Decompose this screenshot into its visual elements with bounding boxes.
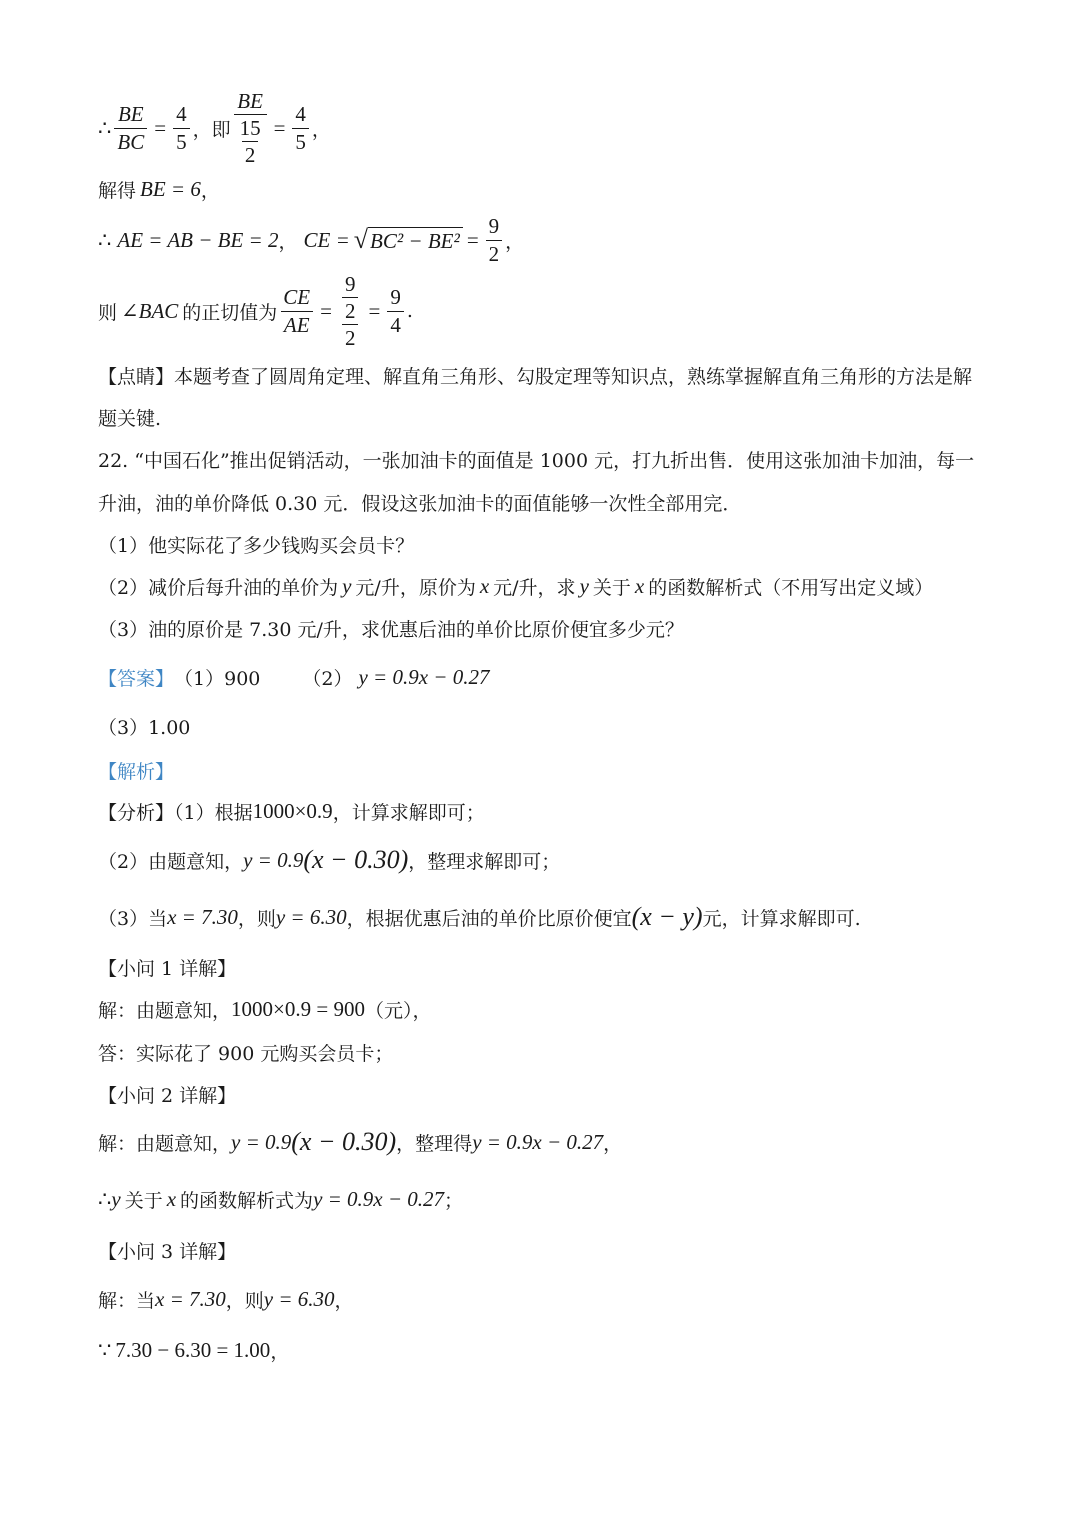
fenxi-line2: （2）由题意知， y = 0.9 (x − 0.30) ，整理求解即可； bbox=[98, 845, 561, 874]
tangent-line: 则 ∠BAC 的正切值为 $\frac{CE}{AE}$ = $\frac{\frac{9}{2}}{2}$ = $\frac{9}{4}$ . bbox=[98, 271, 413, 351]
dianjing-line1: 【点睛】本题考查了圆周角定理、解直角三角形、勾股定理等知识点，熟练掌握解直角三角形的方法是解 bbox=[98, 365, 973, 388]
sub3-heading: 【小问 3 详解】 bbox=[98, 1240, 237, 1263]
be-result-line: 解得 BE = 6 ， bbox=[98, 176, 220, 202]
fraction-be-bc: $\frac{BE}{BC}$ bbox=[114, 102, 147, 153]
fraction-4-5b: $\frac{4}{5}$ bbox=[292, 102, 309, 153]
sub2-line1: 解：由题意知， y = 0.9 (x − 0.30) ，整理得 y = 0.9x − 0.27 ， bbox=[98, 1127, 623, 1156]
fenxi-line1: 【分析】（1）根据 1000×0.9 ，计算求解即可； bbox=[98, 798, 485, 824]
answer-tag: 【答案】 bbox=[98, 667, 175, 690]
sub1-line1: 解：由题意知， 1000×0.9 = 900 （元）， bbox=[98, 996, 432, 1022]
sub1-heading: 【小问 1 详解】 bbox=[98, 957, 237, 980]
q22-sub2: （2）减价后每升油的单价为 y 元/升，原价为 x 元/升，求 y 关于 x 的函数解析式（不用写出定义域） bbox=[98, 573, 934, 599]
sub3-line2: ∵ 7.30 − 6.30 = 1.00 ， bbox=[98, 1337, 290, 1363]
jiexi-tag: 【解析】 bbox=[98, 760, 175, 783]
sub3-line1: 解：当 x = 7.30 ，则 y = 6.30 ， bbox=[98, 1286, 354, 1312]
sub1-line2: 答：实际花了 900 元购买会员卡； bbox=[98, 1042, 394, 1065]
q22-line2: 升油，油的单价降低 0.30 元．假设这张加油卡的面值能够一次性全部用完． bbox=[98, 492, 742, 515]
therefore-symbol: ∴ bbox=[98, 115, 112, 140]
sub2-line2: ∴ y 关于 x 的函数解析式为 y = 0.9x − 0.27 ； bbox=[98, 1186, 464, 1212]
fraction-4-5: $\frac{4}{5}$ bbox=[173, 102, 190, 153]
ae-ce-line: ∴ AE = AB − BE = 2 ， CE = √ BC² − BE² = $\frac{9}{2}$ ， bbox=[98, 214, 525, 266]
sub2-heading: 【小问 2 详解】 bbox=[98, 1084, 237, 1107]
complex-fraction: $\frac{BE}{\frac{15}{2}}$ bbox=[234, 89, 267, 167]
ratio-line: ∴ $\frac{BE}{BC}$ = $\frac{4}{5}$ ，即 $\frac{BE}{\frac{15}{2}}$ = $\frac{4}{5}$ ， bbox=[98, 88, 331, 168]
q22-sub3: （3）油的原价是 7.30 元/升，求优惠后油的单价比原价便宜多少元？ bbox=[98, 618, 684, 641]
q22-line1: 22. “中国石化”推出促销活动，一张加油卡的面值是 1000 元，打九折出售．使用这张加油卡加油，每一 bbox=[98, 449, 975, 472]
answer-line: 【答案】 （1）900 （2） y = 0.9x − 0.27 bbox=[98, 664, 490, 690]
q22-sub1: （1）他实际花了多少钱购买会员卡？ bbox=[98, 534, 415, 557]
fenxi-line3: （3）当 x = 7.30 ，则 y = 6.30 ，根据优惠后油的单价比原价便宜 (x − y) 元，计算求解即可. bbox=[98, 902, 861, 931]
square-root: √ BC² − BE² bbox=[354, 227, 463, 254]
dianjing-line2: 题关键. bbox=[98, 407, 162, 430]
answer-line3: （3）1.00 bbox=[98, 716, 191, 739]
